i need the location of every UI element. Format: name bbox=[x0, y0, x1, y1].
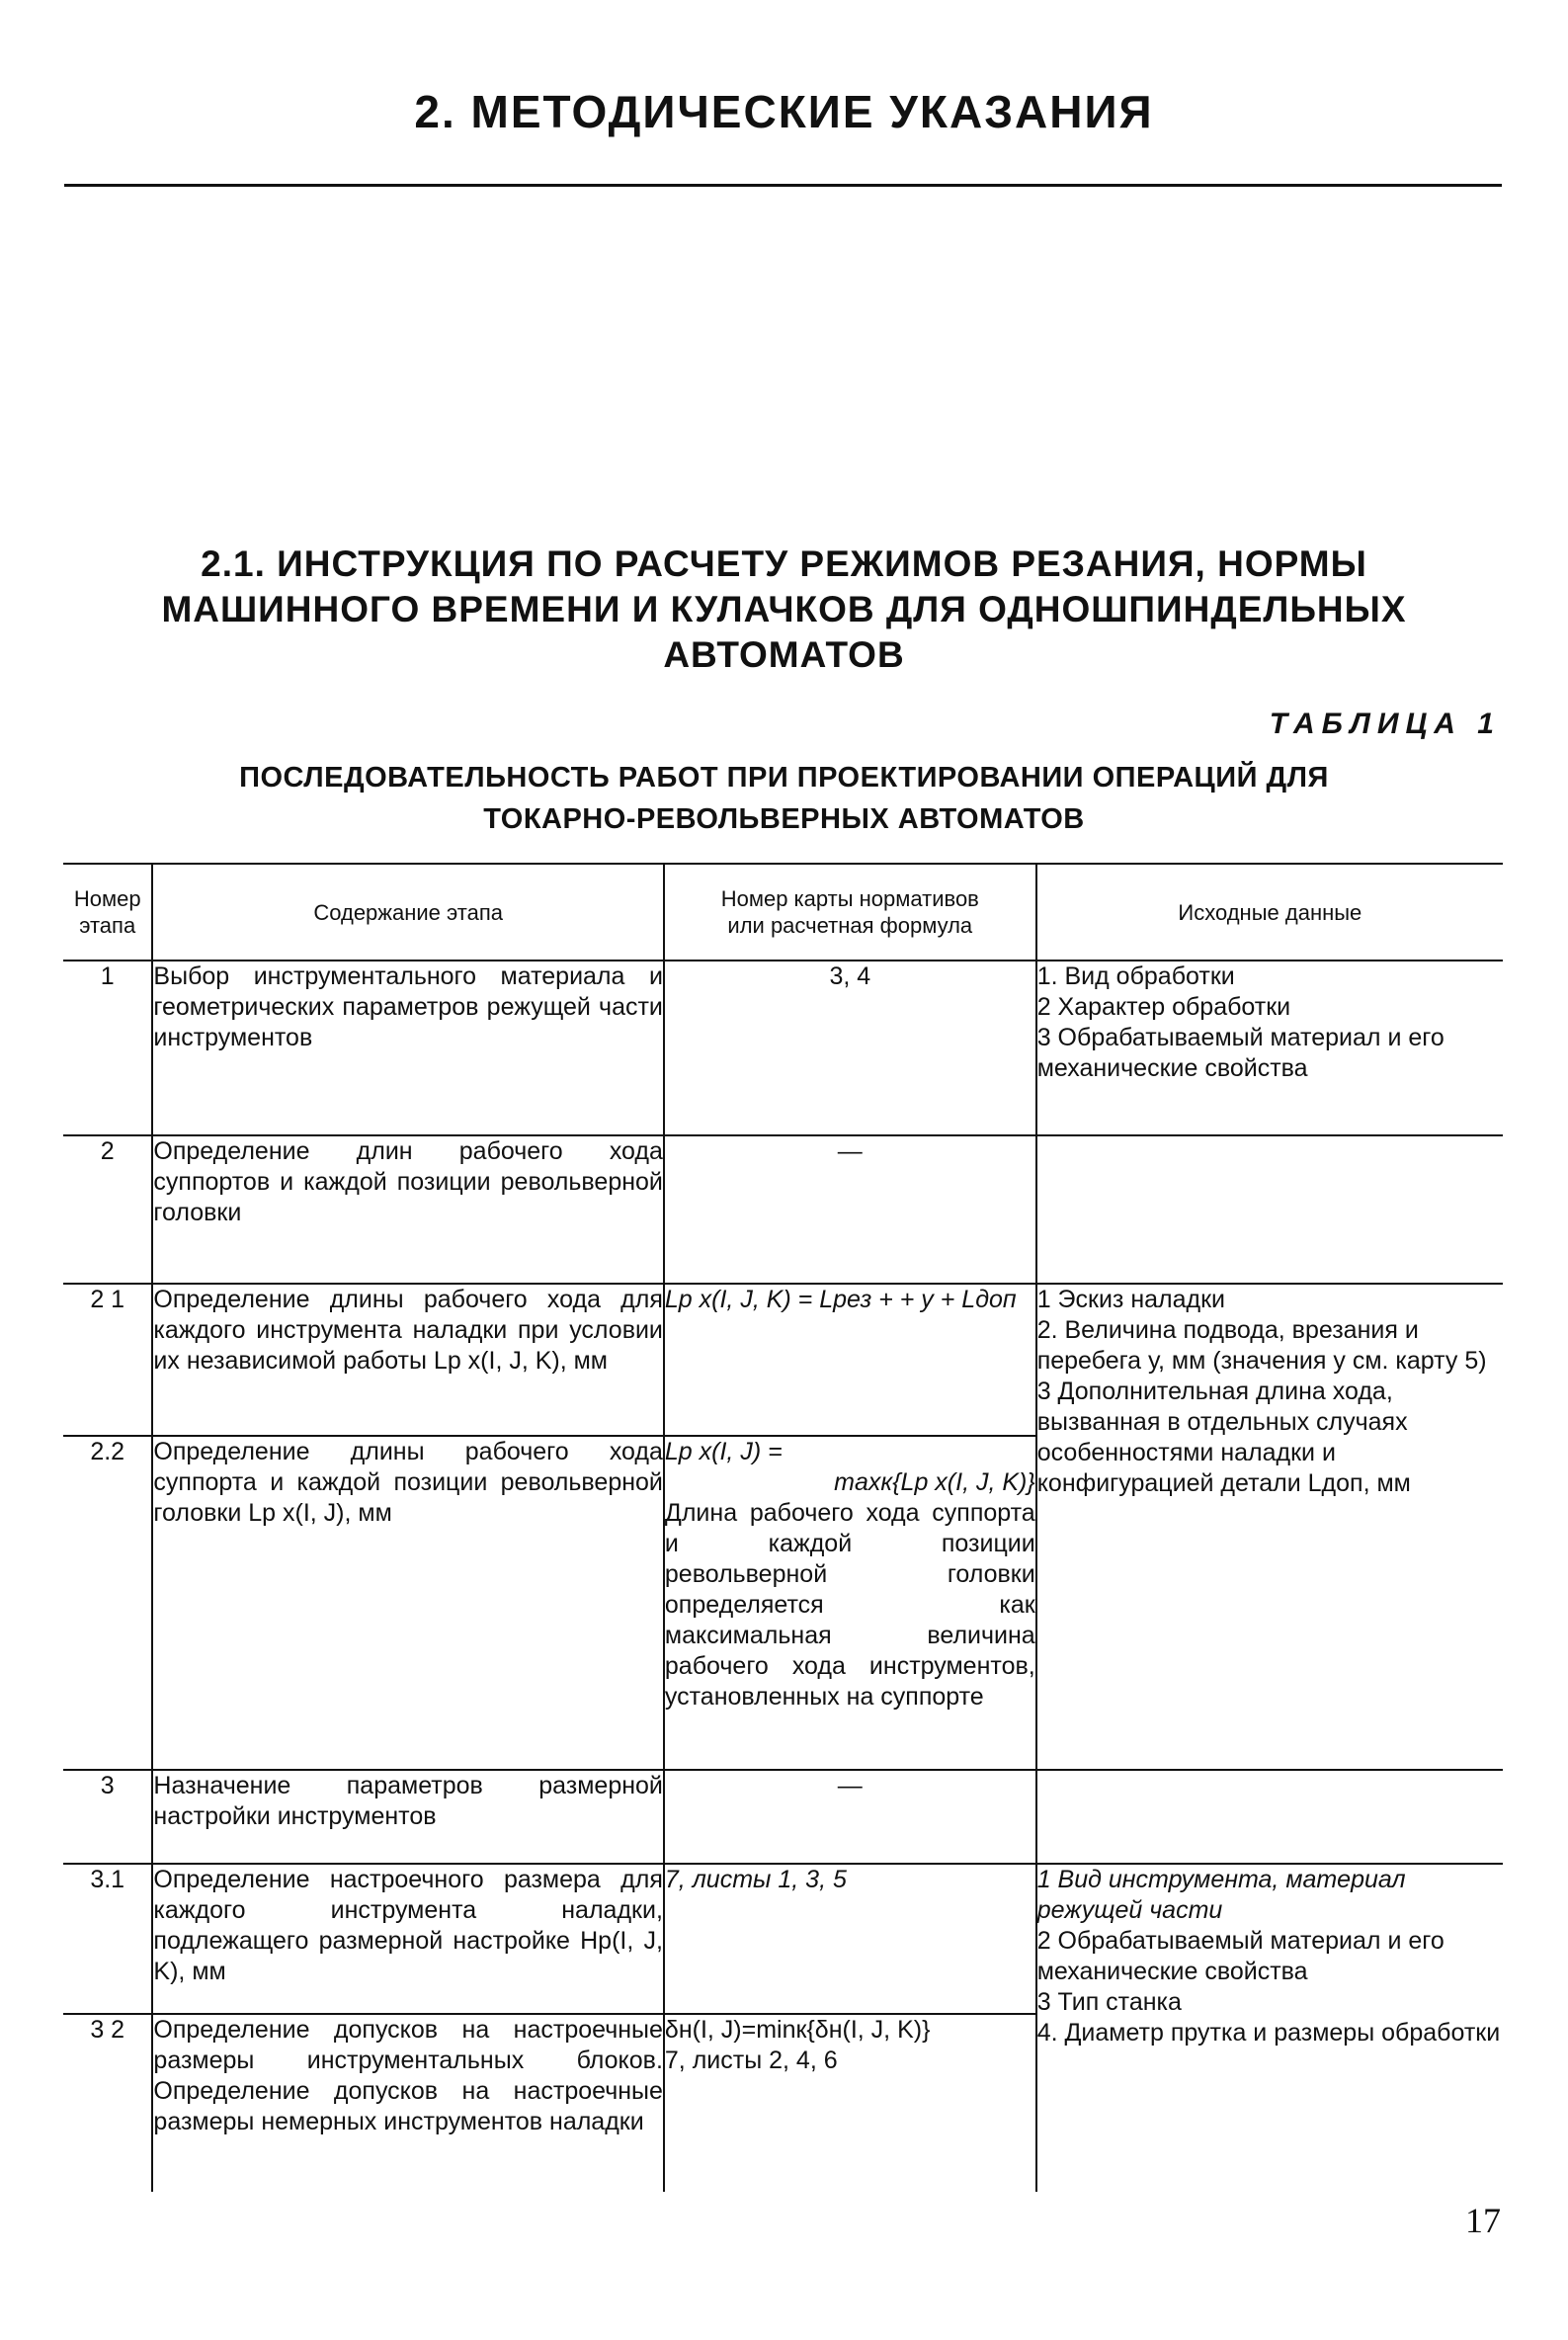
stage-card bbox=[664, 2014, 1036, 2192]
header-card bbox=[664, 864, 1036, 961]
header-input: Исходные данные bbox=[1036, 864, 1503, 961]
stage-number: 1 bbox=[100, 962, 115, 990]
stage-card: 3, 4 bbox=[664, 961, 1036, 1135]
card-formula-line: Lр х(I, J) = bbox=[664, 1438, 783, 1465]
section-title-line: МАШИННОГО ВРЕМЕНИ И КУЛАЧКОВ ДЛЯ ОДНОШПИНДЕЛЬНЫХ bbox=[161, 589, 1407, 629]
header-num-line: Номер bbox=[73, 886, 141, 911]
header-num bbox=[63, 864, 152, 961]
header-card-line: Номер карты нормативов bbox=[720, 886, 979, 911]
table-label: ТАБЛИЦА 1 bbox=[1269, 708, 1501, 740]
stage-number: 2 1 bbox=[63, 1284, 152, 1436]
table-row bbox=[63, 1284, 1503, 1436]
stage-input bbox=[1036, 1284, 1503, 1770]
input-item: 2 Характер обработки bbox=[1036, 993, 1291, 1021]
header-card-line: или расчетная формула bbox=[727, 913, 973, 938]
header-content: Содержание этапа bbox=[152, 864, 663, 961]
input-item: 3 Дополнительная длина хода, вызванная в отдельных случаях особенностями наладки и конфигурацией детали Lдоп, мм bbox=[1036, 1378, 1411, 1497]
stage-input bbox=[1036, 1770, 1503, 1864]
input-item: 1 Эскиз наладки bbox=[1036, 1286, 1226, 1313]
card-note: Длина рабочего хода суппорта и каждой позиции револьверной головки определяется как максимальная величина рабочего хода инструментов, установленных на суппорте bbox=[664, 1499, 1035, 1711]
input-item: 2 Обрабатываемый материал и его механические свойства bbox=[1036, 1927, 1444, 1985]
stage-number: 3 bbox=[63, 1770, 152, 1864]
stage-card: 7, листы 1, 3, 5 bbox=[664, 1864, 1036, 2014]
stage-content: Определение длины рабочего хода суппорта и каждой позиции револьверной головки Lр х(I, J), мм bbox=[152, 1436, 663, 1770]
input-item: 3 Тип станка bbox=[1036, 1988, 1182, 2016]
table-row bbox=[63, 1864, 1503, 2014]
stage-card: — bbox=[664, 1135, 1036, 1284]
input-item: 2. Величина подвода, врезания и перебега у, мм (значения у см. карту 5) bbox=[1036, 1316, 1487, 1375]
table-title-line: ПОСЛЕДОВАТЕЛЬНОСТЬ РАБОТ ПРИ ПРОЕКТИРОВАНИИ ОПЕРАЦИЙ ДЛЯ bbox=[239, 762, 1329, 794]
title-rule bbox=[64, 184, 1502, 187]
stage-input bbox=[1036, 1135, 1503, 1284]
stage-content: Определение допусков на настроечные размеры инструментальных блоков. Определение допусков на настроечные размеры немерных инструментов наладки bbox=[152, 2014, 663, 2192]
stage-number: 2 bbox=[63, 1135, 152, 1284]
header-num-line: этапа bbox=[79, 913, 136, 938]
input-item: 1 Вид инструмента, материал режущей части bbox=[1036, 1866, 1406, 1924]
page-number: 17 bbox=[1465, 2201, 1501, 2240]
input-item: 1. Вид обработки bbox=[1036, 962, 1235, 990]
input-item: 4. Диаметр прутка и размеры обработки bbox=[1036, 2019, 1501, 2047]
section-title bbox=[59, 542, 1509, 678]
table-row bbox=[63, 1135, 1503, 1284]
stage-card bbox=[664, 1436, 1036, 1770]
stage-card: — bbox=[664, 1770, 1036, 1864]
stage-input bbox=[1036, 961, 1503, 1135]
stage-content: Определение настроечного размера для каждого инструмента наладки, подлежащего размерной настройке Hр(I, J, K), мм bbox=[152, 1864, 663, 2014]
stage-number: 3 2 bbox=[63, 2014, 152, 2192]
stage-content: Определение длины рабочего хода для каждого инструмента наладки при условии их независимой работы Lр х(I, J, K), мм bbox=[152, 1284, 663, 1436]
stage-content: Выбор инструментального материала и геометрических параметров режущей части инструментов bbox=[152, 961, 663, 1135]
stage-number: 3.1 bbox=[63, 1864, 152, 2014]
card-formula-line: δн(I, J)=minк{δн(I, J, K)} bbox=[664, 2016, 931, 2044]
table-row bbox=[63, 961, 1503, 1135]
section-title-line: 2.1. ИНСТРУКЦИЯ ПО РАСЧЕТУ РЕЖИМОВ РЕЗАНИЯ, НОРМЫ bbox=[201, 543, 1367, 584]
table-row bbox=[63, 1770, 1503, 1864]
table-header-row bbox=[63, 864, 1503, 961]
card-formula-line: maxк{Lр х(I, J, K)} bbox=[834, 1468, 1035, 1496]
stage-card-formula: Lр х(I, J, K) = Lрез + + у + Lдоп bbox=[664, 1284, 1036, 1436]
stage-content: Назначение параметров размерной настройки инструментов bbox=[152, 1770, 663, 1864]
stage-content: Определение длин рабочего хода суппортов и каждой позиции револьверной головки bbox=[152, 1135, 663, 1284]
section-title-line: АВТОМАТОВ bbox=[663, 634, 905, 675]
chapter-title: 2. МЕТОДИЧЕСКИЕ УКАЗАНИЯ bbox=[414, 86, 1154, 137]
table-title bbox=[99, 757, 1469, 840]
card-sheets: 7, листы 2, 4, 6 bbox=[664, 2047, 838, 2074]
work-sequence-table bbox=[63, 863, 1503, 2192]
table-title-line: ТОКАРНО-РЕВОЛЬВЕРНЫХ АВТОМАТОВ bbox=[483, 803, 1085, 835]
stage-number: 2.2 bbox=[63, 1436, 152, 1770]
input-item: 3 Обрабатываемый материал и его механические свойства bbox=[1036, 1024, 1444, 1082]
stage-input bbox=[1036, 1864, 1503, 2192]
